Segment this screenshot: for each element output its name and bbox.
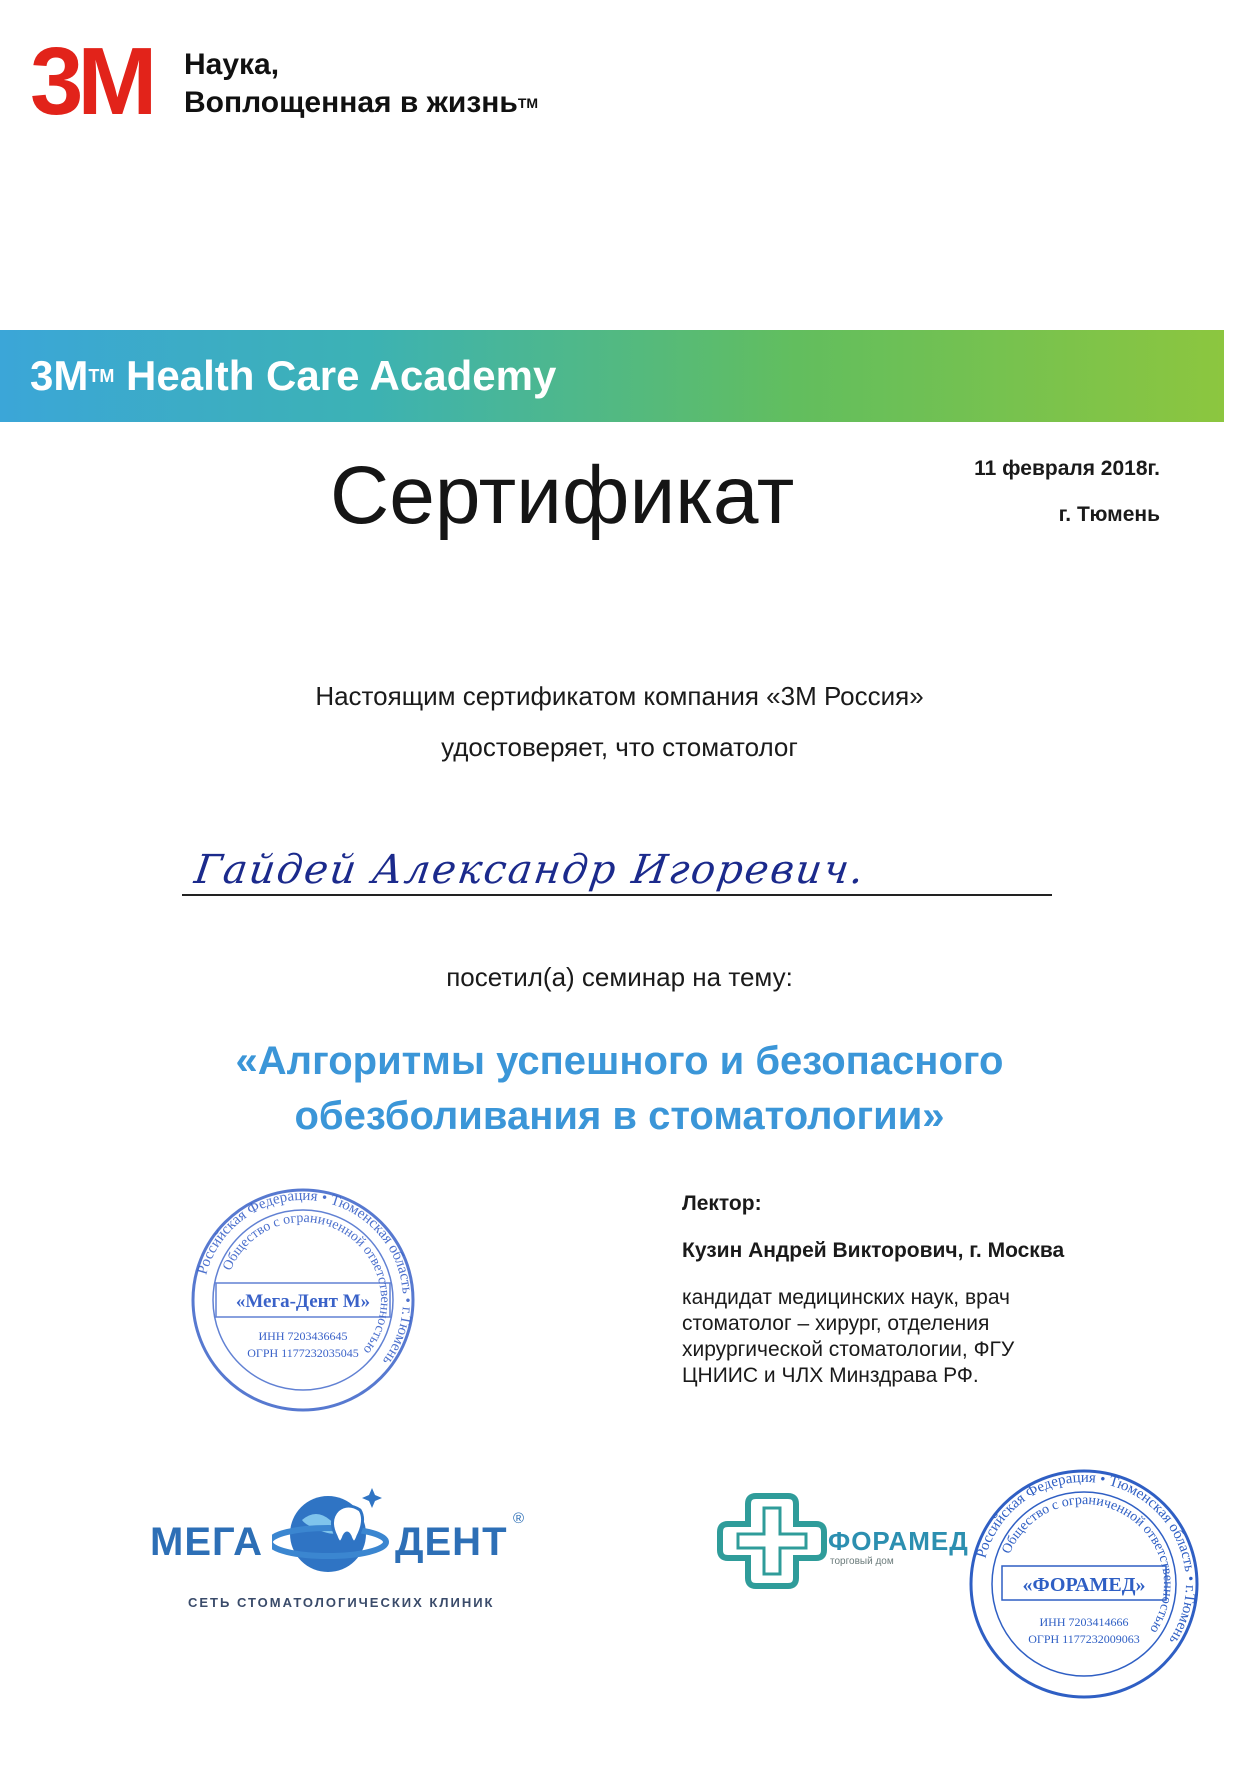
intro-line-1: Настоящим сертификатом компания «3M Россия» [315, 681, 924, 711]
lector-desc-line: хирургической стоматологии, ФГУ [682, 1338, 1015, 1361]
foramed-stamp-center: «ФОРАМЕД» [1022, 1574, 1146, 1596]
seminar-topic-line-2: обезболивания в стоматологии» [294, 1094, 945, 1138]
brand-tagline [184, 46, 538, 122]
foramed-stamp-ogrn: ОГРН 1177232009063 [1028, 1632, 1140, 1646]
intro-line-2: удостоверяет, что стоматолог [441, 732, 798, 762]
megadent-stamp-outer: Российская Федерация • Тюменская область • г.Тюмень [194, 1187, 416, 1368]
registered-mark: ® [513, 1510, 525, 1527]
seminar-topic-line-1: «Алгоритмы успешного и безопасного [235, 1039, 1004, 1083]
academy-banner-title: 3M™ Health Care Academy [30, 352, 557, 399]
foramed-stamp-inner: Общество с ограниченной ответственностью [999, 1492, 1176, 1636]
lector-desc-line: ЦНИИС и ЧЛХ Минздрава РФ. [682, 1364, 979, 1387]
foramed-stamp-inn: ИНН 7203414666 [1039, 1615, 1129, 1629]
certificate-title: Сертификат [330, 450, 795, 541]
megadent-logo-left: МЕГА [150, 1520, 264, 1564]
name-underline [182, 894, 1052, 896]
megadent-logo-right: ДЕНТ [395, 1520, 508, 1564]
megadent-stamp-ogrn: ОГРН 1177232035045 [247, 1346, 359, 1360]
foramed-logo-text: ФОРАМЕД [828, 1526, 969, 1556]
foramed-cross-icon [716, 1490, 828, 1592]
lector-desc-line: кандидат медицинских наук, врач [682, 1286, 1010, 1309]
megadent-stamp-center: «Мега-Дент М» [235, 1291, 371, 1312]
megadent-stamp [188, 1185, 418, 1415]
trademark-mark: TM [517, 95, 539, 111]
tagline-line1: Наука, [184, 48, 280, 81]
certificate-date: 11 февраля 2018г. [974, 457, 1160, 480]
megadent-logo-subtitle: СЕТЬ СТОМАТОЛОГИЧЕСКИХ КЛИНИК [188, 1595, 495, 1610]
megadent-globe-tooth-icon [272, 1480, 390, 1580]
tagline-line2: Воплощенная в жизнь™ [184, 86, 539, 119]
megadent-stamp-inner: Общество с ограниченной ответственностью [220, 1210, 393, 1357]
3m-logo: 3M [30, 28, 152, 135]
foramed-logo-subtitle: торговый дом [830, 1556, 894, 1567]
foramed-stamp [966, 1466, 1202, 1702]
lector-name: Кузин Андрей Викторович, г. Москва [682, 1239, 1065, 1262]
attended-text: посетил(а) семинар на тему: [446, 962, 793, 992]
lector-heading: Лектор: [682, 1192, 762, 1215]
megadent-stamp-inn: ИНН 7203436645 [258, 1329, 348, 1343]
lector-description [682, 1285, 1152, 1389]
recipient-name-handwritten: Гайдей Александр Игоревич. [191, 847, 869, 893]
lector-desc-line: стоматолог – хирург, отделения [682, 1312, 990, 1335]
foramed-stamp-outer: Российская Федерация • Тюменская область • г.Тюмень [973, 1469, 1199, 1647]
banner-trademark: TM [88, 366, 115, 386]
certificate-city: г. Тюмень [1058, 503, 1160, 526]
